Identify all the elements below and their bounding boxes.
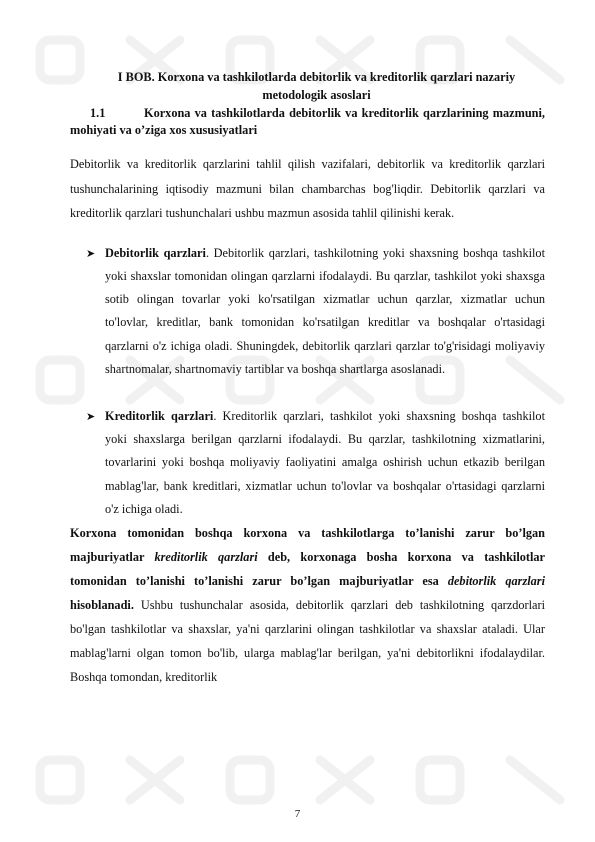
definition-bold-2: deb, korxonaga bosha korxona va tashkilotlar tomonidan to’lanishi to’lanishi zarur bo’lgan majburiyatlar esa <box>70 550 546 589</box>
arrow-right-bullet-icon: ➤ <box>86 410 96 423</box>
term-kreditorlik-qarzlari: kreditorlik qarzlari <box>154 550 258 565</box>
page-number: 7 <box>294 808 301 820</box>
intro-paragraph: Debitorlik va kreditorlik qarzlarini tahlil qilish vazifalari, debitorlik va kreditorlik qarzlari tushunchalarining iqtisodiy mazmuni bilan chambarchas bog'liqdir. Debitorlik qarzlari va kreditorlik qarzlari tushunchalari ushbu mazmun asosida tahlil qilinishi kerak. <box>70 157 545 221</box>
section-title: Korxona va tashkilotlarda debitorlik va kreditorlik qarzlarining mazmuni, mohiyati va o’ziga xos xususiyatlari <box>70 106 545 137</box>
definition-bold-3: hisoblanadi. <box>70 598 134 613</box>
bullet-kreditorlik <box>70 405 545 521</box>
definition-paragraph <box>70 521 545 689</box>
section-number: 1.1 <box>90 106 106 120</box>
bullet-term: Kreditorlik qarzlari <box>105 409 214 423</box>
definition-text: Ushbu tushunchalar asosida, debitorlik qarzlari deb tashkilotning qarzdorlari bo'lgan tashkilotlar va shaxslar, ya'ni qarzlarini olingan tashkilotlar va shaxslar ataladi. Ular mablag'larni olgan tomon bo'lib, ularga mablag'lar berilgan, ya'ni debitorlikni ifodalaydilar. Boshqa tomondan, kreditorlik <box>70 598 545 685</box>
arrow-right-bullet-icon: ➤ <box>86 246 96 260</box>
document-page <box>70 68 545 689</box>
bullet-debitorlik <box>70 242 545 381</box>
bullet-text: . Debitorlik qarzlari, tashkilotning yoki shaxsning boshqa tashkilot yoki shaxslar tomonidan olingan qarzlarni ifodalaydi. Bu qarzlar, tashkilot yoki shaxsga sotib olingan tovarlar yoki ko'rsatilgan xizmatlar uchun qarzlar, xizmatlar uchun to'lovlar, kreditlar, bank tomonidan ko'rsatilgan kreditlar va boshqalar o'rtasidagi qarzlarni o'z ichiga oladi. Shuningdek, debitorlik qarzlari qarzlar to'g'risidagi moliyaviy shartnomalar, shartnomaviy tartiblar va boshqa shartlarga asoslanadi. <box>105 245 545 376</box>
definition-bold-1: Korxona tomonidan boshqa korxona va tashkilotlarga to’lanishi zarur bo’lgan majburiyatlar <box>70 526 545 565</box>
section-heading <box>70 105 545 139</box>
term-debitorlik-qarzlari: debitorlik qarzlari <box>447 574 545 589</box>
bullet-term: Debitorlik qarzlari <box>105 245 206 260</box>
chapter-title: I BOB. Korxona va tashkilotlarda debitorlik va kreditorlik qarzlari nazariy metodologik asoslari <box>117 70 516 102</box>
bullet-text: . Kreditorlik qarzlari, tashkilot yoki shaxsning boshqa tashkilot yoki shaxslarga berilgan qarzlarni ifodalaydi. Bu qarzlar, tashkilotning xizmatlarini, tovarlarini yoki boshqa moliyaviy faoliyatini amalga oshirish uchun etkazib berilgan mablag'lar, bank kreditlari, xizmatlar uchun to'lovlar va boshqalar o'rtasidagi qarzlarni o'z ichiga oladi. <box>105 409 545 516</box>
